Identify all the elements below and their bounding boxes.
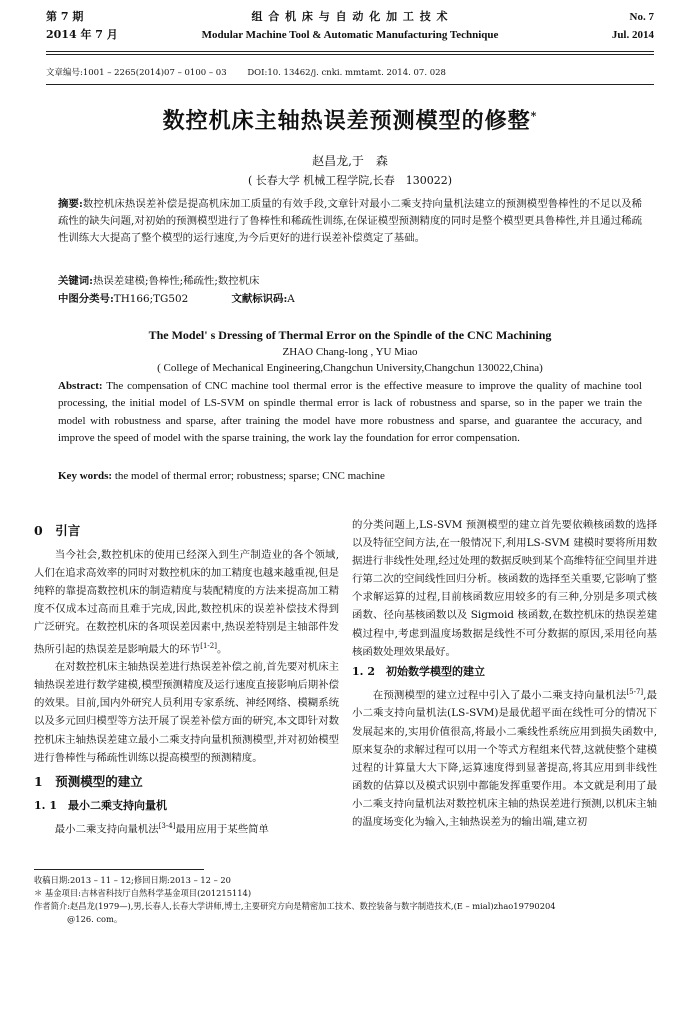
section-heading-model: 1 预测模型的建立	[34, 773, 143, 789]
doc-code: A	[287, 293, 295, 305]
footnote-author-email: @126. com。	[67, 914, 123, 924]
doc-code-label: 文献标识码:	[231, 293, 288, 305]
body-paragraph: 的分类问题上,LS-SVM 预测模型的建立首先要依赖核函数的选择以及特征空间方法,在一般情况下,利用LS-SVM 建模时要将所用数据进行非线性处理,经过处理的数据反映到某个高维特征空间里并进行第二次的空间线性回归分析。核函数的选择至关重要,它影响了整个求解运算的过程,目前核函数应用较多的有三种,分别是多项式核函数、径向基核函数以及 Sigmoid 核函数,在数控机床的热误差建模过程中,考虑到温度场数据是线性不可分数据的原因,采用径向基核函数处理效果最好。	[352, 519, 657, 658]
footnote-author-bio: 作者简介:赵昌龙(1979—),男,长春人,长春大学讲师,博士,主要研究方向是精密加工技术、数控装备与数字制造技术,(E – mial)zhao19790204	[34, 901, 556, 911]
citation: [5-7]	[626, 687, 644, 696]
title-cn	[0, 104, 700, 135]
body-paragraph	[34, 546, 339, 658]
issue-number-en: No. 7	[629, 11, 654, 23]
keywords-cn-label: 关键词:	[58, 275, 94, 287]
title-cn-text: 数控机床主轴热误差预测模型的修整	[162, 108, 531, 134]
authors-cn: 赵昌龙,于 森	[312, 154, 388, 168]
abstract-en	[58, 378, 642, 447]
header-rule-top	[46, 51, 654, 52]
subsection-heading-lssvm: 1. 1 最小二乘支持向量机	[34, 798, 167, 812]
body-left-column	[34, 516, 339, 838]
paragraph-text: 当今社会,数控机床的使用已经深入到生产制造业的各个领域,人们在追求高效率的同时对数控机床的加工精度也越来越重视,但是纯粹的靠提高数控机床的制造精度与装配精度的方法来提高加工精度不仅成本过高而且难于完成,因此,数控机床的误差补偿技术得到广泛研究。在数控机床的各项误差因素中,热误差特别是主轴部件发热所引起的热误差是影响最大的环节	[34, 549, 339, 656]
affiliation-cn: ( 长春大学 机械工程学院,长春 130022)	[247, 174, 453, 187]
affiliation-en: ( College of Mechanical Engineering,Changchun University,Changchun 130022,China)	[157, 362, 543, 374]
doi: DOI:10. 13462/j. cnki. mmtamt. 2014. 07. 028	[247, 68, 446, 78]
section-heading-introduction: 0 引言	[34, 523, 81, 538]
issue-info-en	[612, 8, 654, 44]
keywords-en-text: the model of thermal error; robustness; sparse; CNC machine	[112, 470, 385, 482]
footnotes	[34, 874, 670, 926]
abstract-cn-label: 摘要:	[58, 198, 83, 210]
title-footnote-mark: *	[530, 109, 538, 123]
keywords-cn	[58, 272, 259, 287]
ids-rule	[46, 84, 654, 85]
journal-name	[46, 8, 654, 44]
header-rule-bottom	[46, 54, 654, 55]
clc-code: TH166;TG502	[113, 293, 189, 305]
citation: [3-4]	[158, 821, 176, 830]
keywords-cn-text: 热误差建模;鲁棒性;稀疏性;数控机床	[93, 275, 260, 287]
running-header	[46, 8, 654, 52]
body-right-column	[352, 516, 657, 831]
article-number: 文章编号:1001 – 2265(2014)07 – 0100 – 03	[46, 68, 227, 78]
abstract-en-label: Abstract:	[58, 380, 103, 392]
article-ids	[46, 66, 464, 78]
issue-date-cn: 2014 年 7 月	[46, 28, 118, 41]
clc-label: 中图分类号:	[58, 293, 114, 305]
paragraph-text: 最小二乘支持向量机法	[54, 823, 159, 836]
paragraph-text: 最用应用于某些简单	[175, 823, 269, 836]
footnote-rule	[34, 869, 204, 870]
classification	[58, 290, 295, 305]
body-paragraph	[34, 817, 339, 839]
title-en: The Model' s Dressing of Thermal Error on the Spindle of the CNC Machining	[148, 328, 552, 342]
paragraph-text: 。	[216, 643, 228, 656]
paragraph-text: 在预测模型的建立过程中引入了最小二乘支持向量机法	[372, 689, 627, 702]
body-paragraph	[352, 683, 657, 831]
issue-number-cn: 第 7 期	[46, 10, 84, 23]
journal-name-cn: 组 合 机 床 与 自 动 化 加 工 技 术	[251, 10, 449, 23]
abstract-en-text: The compensation of CNC machine tool thermal error is the effective measure to improve the quality of machine tool processing, the initial model of LS-SVM on spindle thermal error is lack of robustness and sparse, so in the paper we train the model with robustness and sparse, after training the model have more robustness and sparse, and guarantee the accuracy, and improve the speed of model with the sparse training, the work lay the foundation for error compensation.	[58, 380, 642, 444]
keywords-en-label: Key words:	[58, 470, 113, 482]
abstract-cn-text: 数控机床热误差补偿是提高机床加工质量的有效手段,文章针对最小二乘支持向量机法建立的预测模型鲁棒性的不足以及稀疏性的缺失问题,对初始的预测模型进行了鲁棒性和稀疏性训练,在保证模型预测精度的同时是整个模型更具鲁棒性,并且通过稀疏性训练大大提高了整个模型的运行速度,为今后更好的进行误差补偿奠定了基础。	[58, 198, 642, 244]
issue-date-en: Jul. 2014	[611, 29, 654, 41]
paragraph-text: ,最小二乘支持向量机法(LS-SVM)是最优超平面在线性可分的情况下发展起来的,实用价值很高,将最小二乘线性系统应用到损失函数中,原来复杂的求解过程可以用一个等式方程组来代替,这就使整个建模过程的计算量大大下降,运算速度得到显著提高,将其应用到非线性函数的估算以及模式识别中都能发挥重要作用。本文就是利用了最小二乘支持向量机法对数控机床主轴的热误差进行预测,以机床主轴的温度场变化为输入,主轴热误差为的输出端,建立初	[352, 689, 657, 828]
journal-name-en: Modular Machine Tool & Automatic Manufacturing Technique	[201, 29, 499, 41]
body-paragraph: 在对数控机床主轴热误差进行热误差补偿之前,首先要对机床主轴热误差进行数学建模,模型预测精度及运行速度直接影响后期补偿的效果。目前,国内外研究人员利用专家系统、神经网络、模糊系统以及多元回归模型等方法开展了误差补偿方面的研究,本文即针对数控机床主轴热误差建立最小二乘支持向量机预测模型,并对初始模型进行鲁棒性与稀疏性训练以提高模型的预测精度。	[34, 661, 339, 764]
subsection-heading-initial-model: 1. 2 初始数学模型的建立	[352, 664, 485, 678]
footnote-received: 收稿日期:2013 – 11 – 12;修回日期:2013 – 12 – 20	[34, 875, 231, 885]
keywords-en	[58, 470, 385, 482]
footnote-fund: ＊ 基金项目:吉林省科技厅自然科学基金项目(201215114)	[34, 888, 252, 898]
citation: [1-2]	[200, 641, 217, 650]
authors-en: ZHAO Chang-long , YU Miao	[282, 346, 418, 358]
abstract-cn	[58, 196, 642, 247]
